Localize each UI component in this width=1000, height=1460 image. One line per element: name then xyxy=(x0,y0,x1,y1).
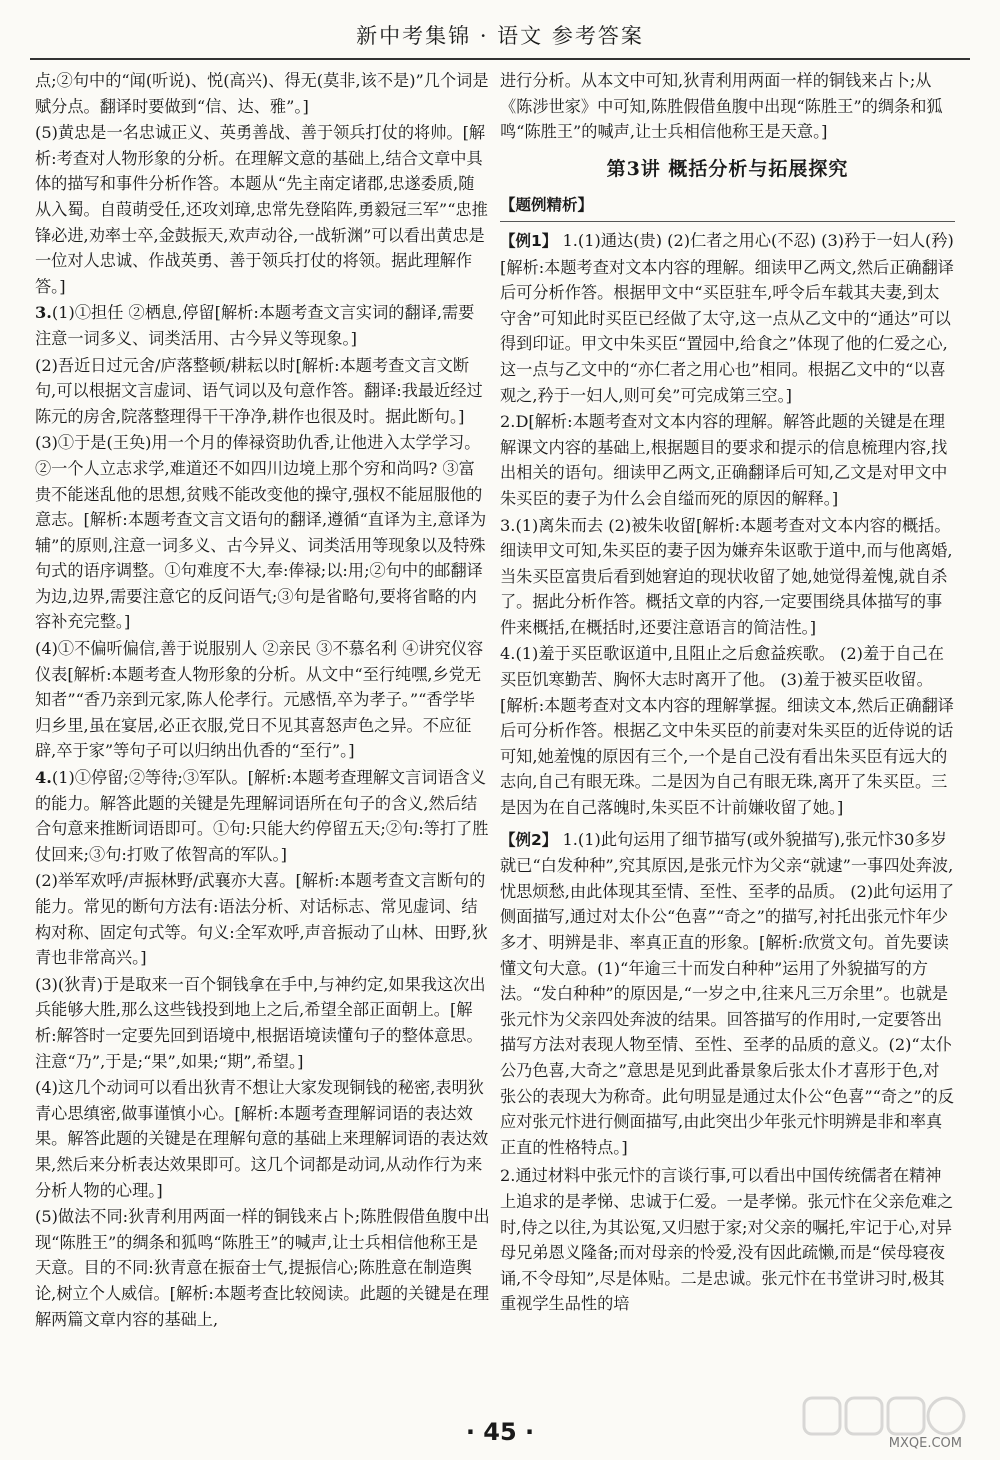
answer-block: (4)这几个动词可以看出狄青不想让大家发现铜钱的秘密,表明狄青心思缜密,做事谨慎小心。[解析:本题考查理解词语的表达效果。解答此题的关键是在理解句意的基础上来理解词语的表达效果,然后来分析表达效果即可。这几个词都是动词,从动作行为来分析人物的心理。] xyxy=(35,1078,489,1200)
example-item: 2.D[解析:本题考查对文本内容的理解。解答此题的关键是在理解课文内容的基础上,根据题目的要求和提示的信息梳理内容,找出相关的语句。细读甲乙两文,正确翻译后可知,乙文是对甲文中朱买臣的妻子为什么会自缢而死的原因的解释。] xyxy=(500,412,948,508)
example-tag: 【例2】 xyxy=(500,830,558,849)
example-item: 2.通过材料中张元忭的言谈行事,可以看出中国传统儒者在精神上追求的是孝悌、忠诚于仁爱。一是孝悌。张元忭在父亲危难之时,侍之以往,为其讼冤,又归慰于家;对父亲的嘱托,牢记于心,对异母兄弟恩义隆备;而对母亲的怜爱,没有因此疏懒,而是“侯母寝夜诵,不令母知”,尽是体贴。二是忠诚。张元忭在书堂讲习时,极其重视学生品性的培 xyxy=(500,1166,954,1314)
page-number: · 45 · xyxy=(465,1418,535,1446)
answer-block: 4.(1)①停留;②等待;③军队。[解析:本题考查理解文言词语含义的能力。解答此题的关键是先理解词语所在句子的含义,然后结合句意来推断词语即可。①句:只能大约停留五天;②句:等打了胜仗回来;③句:打败了侬智高的军队。] xyxy=(35,768,489,864)
question-number: 4. xyxy=(35,768,52,788)
answer-block: (2)举军欢呼/声振林野/武襄亦大喜。[解析:本题考查文言断句的能力。常见的断句方法有:语法分析、对话标志、常见虚词、结构对称、固定句式等。句义:全军欢呼,声音振动了山林、田野,狄青也非常高兴。] xyxy=(35,871,488,968)
example-block xyxy=(500,827,955,1161)
example-block xyxy=(500,228,955,408)
answer-block: 3.(1)①担任 ②栖息,停留[解析:本题考查文言实词的翻译,需要注意一词多义、词类活用、古今异义等现象。] xyxy=(35,303,475,348)
example-item: 1.(1)通达(贵) (2)仁者之用心(不忍) (3)矜于一妇人(矜)[解析:本题考查对文本内容的理解。细读甲乙两文,然后正确翻译后可分析作答。根据甲文中“买臣驻车,呼令后车载其夫妻,到太守舍”可知此时买臣已经做了太守,这一点从乙文中的“通达”可以得到印证。甲文中朱买臣“置园中,给食之”体现了他的仁爱之心,这一点与乙文中的“亦仁者之用心也”相同。根据乙文中的“以喜观之,矜于一妇人,则可矣”可完成第三空。] xyxy=(500,230,954,405)
question-number: 3. xyxy=(35,303,52,323)
header-title: 新中考集锦 · 语文 参考答案 xyxy=(356,24,644,48)
answer-block: (5)黄忠是一名忠诚正义、英勇善战、善于领兵打仗的将帅。[解析:考查对人物形象的分析。在理解文意的基础上,结合文章中具体的描写和事件分析作答。本题从“先主南定诸郡,忠遂委质,随从入蜀。自葭萌受任,还攻刘璋,忠常先登陷阵,勇毅冠三军”“忠推锋必进,劝率士卒,金鼓振天,欢声动谷,一战斩渊”可以看出黄忠是一位对人忠诚、作战英勇、善于领兵打仗的将领。据此理解作答。] xyxy=(35,123,488,296)
example-item: 3.(1)离朱而去 (2)被朱收留[解析:本题考查对文本内容的概括。细读甲文可知,朱买臣的妻子因为嫌弃朱讴歌于道中,而与他离婚,当朱买臣富贵后看到她窘迫的现状收留了她,她觉得羞愧,就自杀了。据此分析作答。概括文章的内容,一定要围绕具体描写的事件来概括,在概括时,还要注意语言的简洁性。] xyxy=(500,515,953,637)
section-tag: 【题例精析】 xyxy=(500,196,594,215)
page-header xyxy=(30,0,970,60)
section-title: 第3讲 概括分析与拓展探究 xyxy=(606,157,849,180)
section-tag-box xyxy=(500,192,955,222)
example-tag: 【例1】 xyxy=(500,231,558,250)
answer-block: 进行分析。从本文中可知,狄青利用两面一样的铜钱来占卜;从《陈涉世家》中可知,陈胜假借鱼腹中出现“陈胜王”的绸条和狐鸣“陈胜王”的喊声,让士兵相信他称王是天意。] xyxy=(500,71,943,142)
answer-block: (3)(狄青)于是取来一百个铜钱拿在手中,与神约定,如果我这次出兵能够大胜,那么这些钱投到地上之后,希望全部正面朝上。[解析:解答时一定要先回到语境中,根据语境读懂句子的整体意思。注意“乃”,于是;“果”,如果;“期”,希望。] xyxy=(35,974,486,1071)
watermark-text: MXQE.COM xyxy=(888,1436,962,1451)
answer-block: (4)①不偏听偏信,善于说服别人 ②亲民 ③不慕名利 ④讲究仪容仪表[解析:本题考查人物形象的分析。从文中“至行纯嘿,乡党无知者”“香乃亲到元家,陈人伦孝行。元感悟,卒为孝子。”“香学毕归乡里,虽在宴居,必正衣服,党日不见其喜怒声色之异。不应征辟,卒于家”等句子可以归纳出仇香的“至行”。] xyxy=(35,639,484,761)
left-column xyxy=(35,68,490,1333)
right-column xyxy=(500,68,955,1318)
answer-block: (3)①于是(王奂)用一个月的俸禄资助仇香,让他进入太学学习。 ②一个人立志求学,难道还不如四川边境上那个穷和尚吗? ③富贵不能迷乱他的思想,贫贱不能改变他的操守,强权不能屈服他的意志。[解析:本题考查文言文语句的翻译,遵循“直译为主,意译为辅”的原则,注意一词多义、古今异义、词类活用等现象以及特殊句式的语序调整。①句难度不大,奉:俸禄;以:用;②句中的邮翻译为边,边界,需要注意它的反问语气;③句是省略句,要将省略的内容补充完整。] xyxy=(35,433,487,632)
answer-block: (2)吾近日过元舍/庐落整顿/耕耘以时[解析:本题考查文言文断句,可以根据文言虚词、语气词以及句意作答。翻译:我最近经过陈元的房舍,院落整理得干干净净,耕作也很及时。据此断句。] xyxy=(35,355,483,426)
answer-block: (5)做法不同:狄青利用两面一样的铜钱来占卜;陈胜假借鱼腹中出现“陈胜王”的绸条和狐鸣“陈胜王”的喊声,让士兵相信他称王是天意。目的不同:狄青意在振奋士气,提振信心;陈胜意在制造舆论,树立个人威信。[解析:本题考查比较阅读。此题的关键是在理解两篇文章内容的基础上, xyxy=(35,1207,490,1329)
answer-block: 点;②句中的“闻(听说)、悦(高兴)、得无(莫非,该不是)”几个词是赋分点。翻译时要做到“信、达、雅”。] xyxy=(35,71,489,116)
example-item: 1.(1)此句运用了细节描写(或外貌描写),张元忭30多岁就已“白发种种”,究其原因,是张元忭为父亲“就逮”一事四处奔波,忧思烦愁,由此体现其至情、至性、至孝的品质。 (2)此句运用了侧面描写,通过对太仆公“色喜”“奇之”的描写,衬托出张元忭年少多才、明辨是非、率真正直的形象。[解析:欣赏文句。首先要读懂文句大意。(1)“年逾三十而发白种种”运用了外貌描写的方法。“发白种种”的原因是,“一岁之中,往来凡三万余里”。也就是张元忭为父亲四处奔波的结果。回答描写的作用时,一定要答出描写方法对表现人物至情、至性、至孝的品质的意义。(2)“太仆公乃色喜,大奇之”意思是见到此番景象后张太仆才喜形于色,对张公的表现大为称奇。此句明显是通过太仆公“色喜”“奇之”的反应对张元忭进行侧面描写,由此突出少年张元忭明辨是非和率真正直的性格特点。] xyxy=(500,829,955,1157)
example-item: 4.(1)羞于买臣歌讴道中,且阻止之后愈益疾歌。 (2)羞于自己在买臣饥寒勤苦、胸怀大志时离开了他。 (3)羞于被买臣收留。[解析:本题考查对文本内容的理解掌握。细读文本,然后正确翻译后可分析作答。根据乙文中朱买臣的前妻对朱买臣的近侍说的话可知,她羞愧的原因有三个,一个是自己没有看出朱买臣有远大的志向,自己有眼无珠。二是因为自己有眼无珠,离开了朱买臣。三是因为在自己落魄时,朱买臣不计前嫌收留了她。] xyxy=(500,644,954,818)
